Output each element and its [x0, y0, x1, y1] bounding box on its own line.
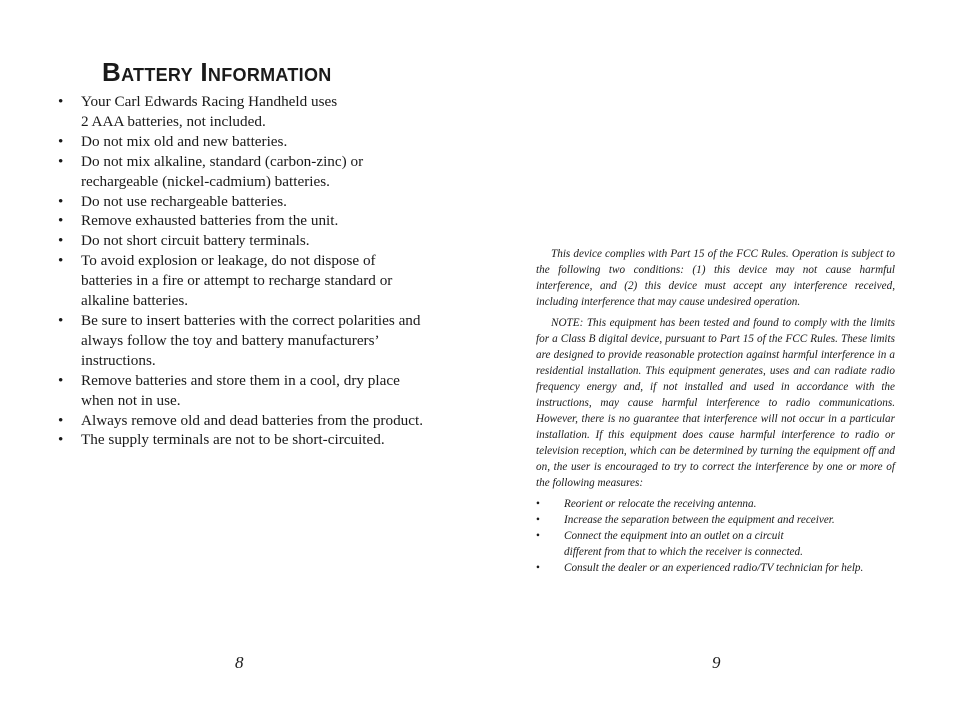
- bullet: •: [536, 530, 540, 542]
- bullet: •: [58, 212, 64, 230]
- list-item-text: Do not mix alkaline, standard (carbon-zinc) or rechargeable (nickel-cadmium) batteries.: [81, 152, 364, 190]
- bullet: •: [58, 371, 64, 389]
- list-item-text: Be sure to insert batteries with the correct polarities and always follow the toy and battery manufacturers’ instructions.: [81, 311, 421, 369]
- fcc-measures-list: [536, 496, 895, 576]
- bullet: •: [58, 411, 64, 429]
- list-item: [536, 496, 849, 512]
- list-item: [58, 231, 430, 251]
- list-item-text: Reorient or relocate the receiving antenna.: [564, 498, 757, 510]
- bullet: •: [58, 152, 64, 170]
- list-item: [536, 512, 849, 528]
- page-number: 8: [235, 653, 244, 672]
- list-item-text: Consult the dealer or an experienced radio/TV technician for help.: [564, 562, 864, 574]
- list-item-text: Increase the separation between the equipment and receiver.: [564, 514, 835, 526]
- fcc-note-paragraph: NOTE: This equipment has been tested and found to comply with the limits for a Class B digital device, pursuant to Part 15 of the FCC Rules. These limits are designed to provide reasonable protection against harmful interference in a residential installation. This equipment generates, uses and can radiate radio frequency energy and, if not installed and used in accordance with the instructions, may cause harmful interference to radio communications. However, there is no guarantee that interference will not occur in a particular installation. If this equipment does cause harmful interference to radio or television reception, which can be determined by turning the equipment off and on, the user is encouraged to try to correct the interference by one or more of the following measures:: [536, 317, 895, 489]
- list-item: [58, 430, 430, 450]
- page-number: 9: [712, 653, 721, 672]
- list-item: [536, 528, 864, 560]
- bullet: •: [58, 132, 64, 150]
- list-item-text: To avoid explosion or leakage, do not dispose of batteries in a fire or attempt to recharge standard or alkaline batteries.: [81, 252, 393, 310]
- fcc-compliance-paragraph: This device complies with Part 15 of the FCC Rules. Operation is subject to the following two conditions: (1) this device may not cause harmful interference, and (2) this device must accept any interference received, including interference that may cause undesired operation.: [536, 248, 895, 308]
- bullet: •: [536, 514, 540, 526]
- list-item-text: Do not use rechargeable batteries.: [81, 192, 287, 210]
- bullet: •: [58, 431, 64, 449]
- bullet: •: [58, 192, 64, 210]
- list-item-text: Do not short circuit battery terminals.: [81, 232, 310, 250]
- list-item: [58, 251, 430, 311]
- list-item-text: Always remove old and dead batteries from the product.: [81, 411, 424, 429]
- bullet: •: [58, 311, 64, 329]
- list-item: [536, 560, 874, 576]
- bullet: •: [58, 93, 64, 110]
- list-item: [58, 371, 430, 411]
- fcc-statement: [536, 246, 895, 576]
- list-item: [58, 211, 430, 231]
- list-item-text: The supply terminals are not to be short-circuited.: [81, 431, 385, 449]
- list-item-text: Remove batteries and store them in a cool, dry place when not in use.: [81, 371, 400, 409]
- list-item: [58, 192, 430, 212]
- bullet: •: [58, 252, 64, 270]
- right-page: [477, 0, 954, 716]
- bullet: •: [58, 232, 64, 250]
- list-item: [58, 152, 430, 192]
- list-item: [58, 92, 430, 132]
- list-item-text: Do not mix old and new batteries.: [81, 132, 288, 150]
- list-item: [58, 311, 430, 371]
- list-item: [58, 411, 430, 431]
- list-item-text: Connect the equipment into an outlet on a circuit different from that to which the receiver is connected.: [564, 530, 803, 558]
- list-item: [58, 132, 430, 152]
- bullet: •: [536, 498, 540, 510]
- list-item-text: Your Carl Edwards Racing Handheld uses 2 AAA batteries, not included.: [81, 93, 338, 130]
- list-item-text: Remove exhausted batteries from the unit.: [81, 212, 339, 230]
- page-title: Battery Information: [102, 57, 332, 87]
- bullet: •: [536, 562, 540, 574]
- battery-info-list: [58, 92, 430, 450]
